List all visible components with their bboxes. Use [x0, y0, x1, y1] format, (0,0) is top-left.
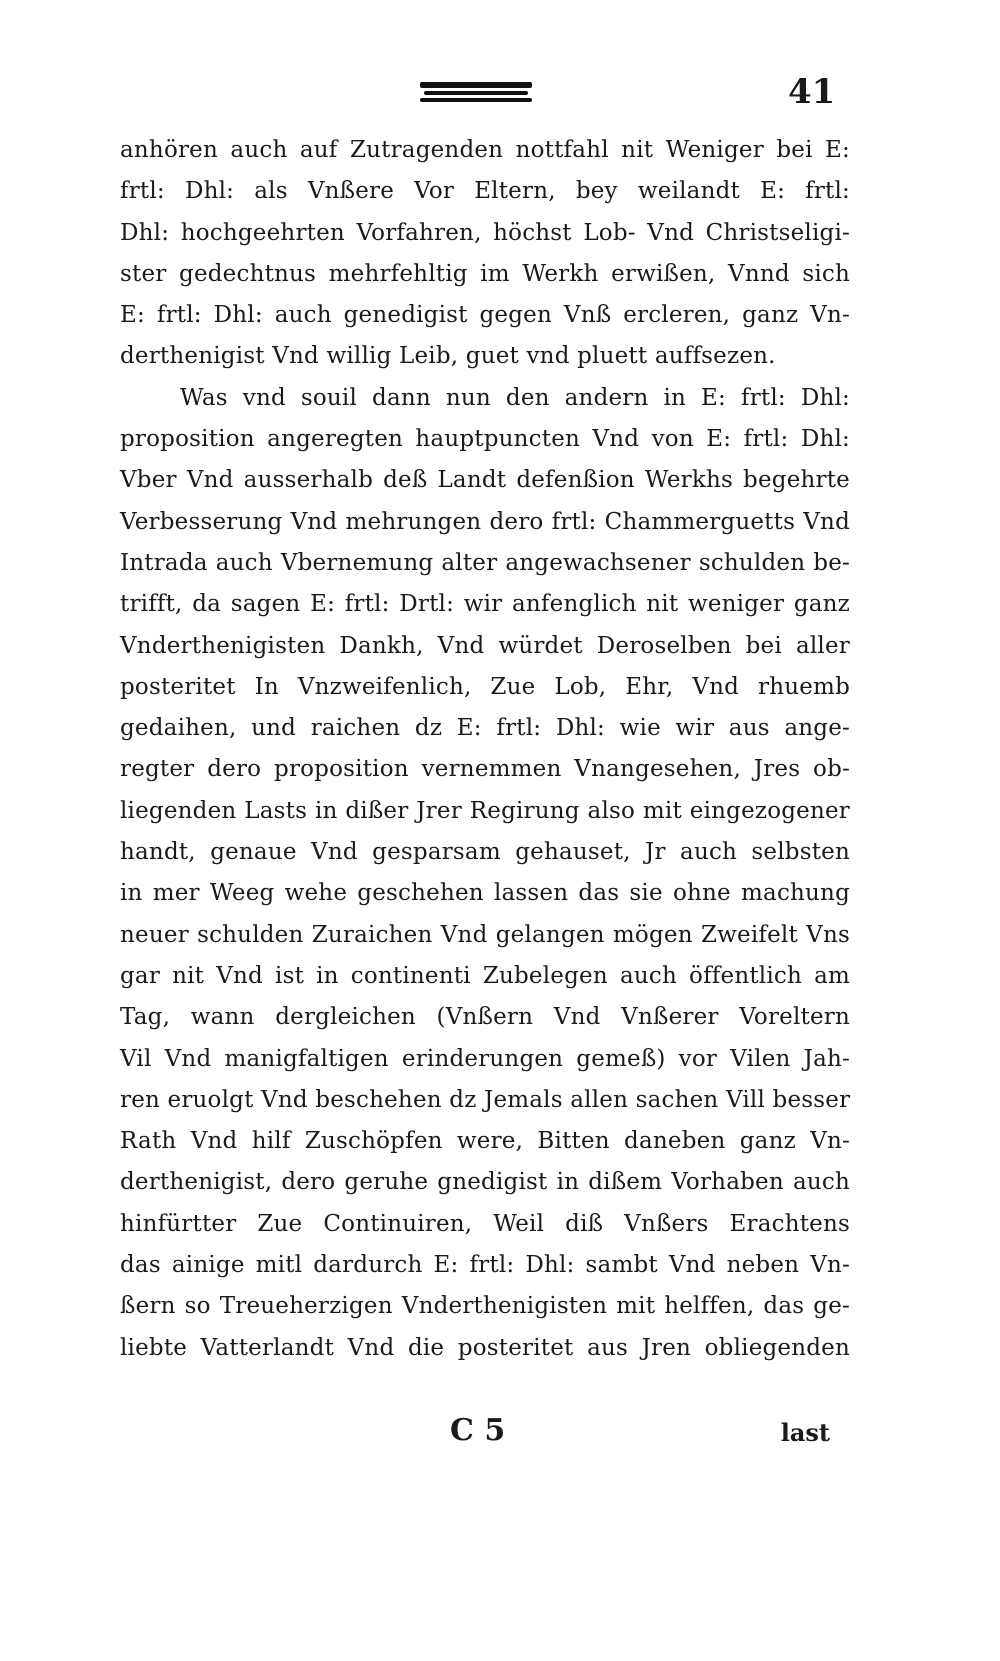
text-line: Verbesserung Vnd mehrungen dero frtl: Chammerguetts Vnd	[120, 508, 850, 535]
text-line: Was vnd souil dann nun den andern in E: frtl: Dhl:	[180, 384, 850, 411]
text-line: frtl: Dhl: als Vnßere Vor Eltern, bey weilandt E: frtl:	[120, 178, 850, 205]
text-line: anhören auch auf Zutragenden nottfahl nit Weniger bei E:	[120, 137, 850, 163]
paragraph-2	[120, 378, 850, 1369]
text-line: gar nit Vnd ist in continenti Zubelegen auch öffentlich am	[120, 962, 850, 989]
signature-mark: C 5	[450, 1413, 506, 1448]
text-line: regter dero proposition vernemmen Vnangesehen, Jres ob-	[120, 756, 850, 783]
text-line: Vnderthenigisten Dankh, Vnd würdet Deroselben bei aller	[120, 632, 850, 659]
text-line: E: frtl: Dhl: auch genedigist gegen Vnß ercleren, ganz Vn-	[120, 302, 850, 329]
text-line: Vil Vnd manigfaltigen erinderungen gemeß) vor Vilen Jah-	[120, 1045, 850, 1072]
text-line: in mer Weeg wehe geschehen lassen das sie ohne machung	[120, 880, 850, 907]
header-rule-bar	[424, 91, 528, 95]
text-line: gedaihen, und raichen dz E: frtl: Dhl: wie wir aus ange-	[120, 715, 850, 742]
header-rule-bar	[420, 82, 532, 88]
text-line: hinfürtter Zue Continuiren, Weil diß Vnßers Erachtens	[120, 1210, 850, 1237]
body-text	[120, 130, 850, 1369]
text-line: posteritet In Vnzweifenlich, Zue Lob, Ehr, Vnd rhuemb	[120, 673, 850, 700]
text-line: liegenden Lasts in dißer Jrer Regirung also mit eingezogener	[120, 797, 850, 824]
text-line: ster gedechtnus mehrfehltig im Werkh erwißen, Vnnd sich	[120, 260, 850, 287]
text-line: trifft, da sagen E: frtl: Drtl: wir anfenglich nit weniger ganz	[120, 591, 850, 618]
text-line: liebte Vatterlandt Vnd die posteritet aus Jren obliegenden	[120, 1334, 850, 1361]
text-line: Intrada auch Vbernemung alter angewachsener schulden be-	[120, 549, 850, 576]
text-line: Dhl: hochgeehrten Vorfahren, höchst Lob- Vnd Christseligi-	[120, 219, 850, 246]
text-line: neuer schulden Zuraichen Vnd gelangen mögen Zweifelt Vns	[120, 921, 850, 948]
text-line: ren eruolgt Vnd beschehen dz Jemals allen sachen Vill besser	[120, 1086, 851, 1113]
text-line: Vber Vnd ausserhalb deß Landt defenßion Werkhs begehrte	[120, 467, 850, 494]
text-line: proposition angeregten hauptpuncten Vnd von E: frtl: Dhl:	[120, 426, 850, 453]
text-line: Tag, wann dergleichen (Vnßern Vnd Vnßerer Voreltern	[120, 1004, 850, 1031]
text-line: derthenigist Vnd willig Leib, guet vnd pluett auffsezen.	[120, 343, 776, 370]
text-line: das ainige mitl dardurch E: frtl: Dhl: sambt Vnd neben Vn-	[120, 1252, 850, 1279]
page-footer	[120, 1408, 850, 1454]
catchword: last	[780, 1418, 830, 1447]
header-rule-ornament	[420, 82, 532, 104]
header-rule-bar	[420, 98, 532, 102]
text-line: ßern so Treueherzigen Vnderthenigisten mit helffen, das ge-	[120, 1293, 850, 1320]
text-line: handt, genaue Vnd gesparsam gehauset, Jr auch selbsten	[120, 839, 850, 866]
text-line: derthenigist, dero geruhe gnedigist in dißem Vorhaben auch	[120, 1169, 850, 1196]
paragraph-1	[120, 130, 850, 378]
text-line: Rath Vnd hilf Zuschöpfen were, Bitten daneben ganz Vn-	[120, 1128, 850, 1155]
page-number: 41	[788, 72, 836, 112]
